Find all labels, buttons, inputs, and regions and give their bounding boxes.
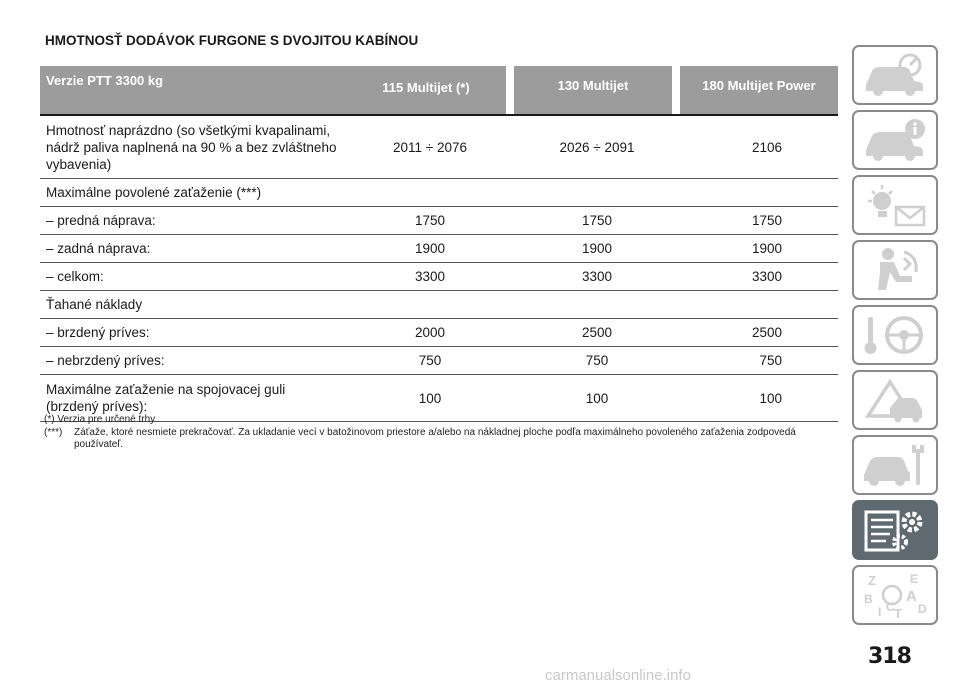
table-row (40, 347, 838, 375)
footnote (44, 427, 814, 452)
index-letter: C (886, 600, 895, 614)
table-header-row (40, 66, 838, 115)
row-value-130: 750 (514, 347, 680, 375)
tab-emergency[interactable] (852, 370, 938, 430)
footnote-mark: (***) (44, 426, 63, 438)
row-value-115 (346, 179, 514, 207)
table-row (40, 263, 838, 291)
footnotes (44, 414, 814, 452)
row-value-115: 3300 (346, 263, 514, 291)
row-label: – celkom: (40, 263, 346, 291)
technical-specs-gears-icon (860, 506, 930, 554)
header-gap (506, 66, 514, 115)
index-letter: I (878, 605, 882, 619)
table-row (40, 115, 838, 179)
tab-dashboard[interactable] (852, 45, 938, 105)
row-label: Ťahané náklady (40, 291, 346, 319)
row-value-130 (514, 291, 680, 319)
row-value-115: 100 (346, 375, 514, 422)
table-row (40, 319, 838, 347)
table-row (40, 291, 838, 319)
row-label: – brzdený príves: (40, 319, 346, 347)
row-value-180 (680, 291, 838, 319)
row-value-115: 1900 (346, 235, 514, 263)
row-value-130: 2026 ÷ 2091 (514, 115, 680, 179)
index-letter: Z (868, 573, 876, 588)
row-label: Hmotnosť naprázdno (so všetkými kvapalinami, nádrž paliva naplnená na 90 % a bez zvláštneho vybavenia) (40, 115, 346, 179)
page-title: HMOTNOSŤ DODÁVOK FURGONE S DVOJITOU KABÍNOU (45, 33, 419, 48)
index-letter: E (910, 572, 919, 586)
chapter-tabs (852, 45, 938, 630)
tab-warning-lights[interactable] (852, 175, 938, 235)
row-value-115: 2000 (346, 319, 514, 347)
tab-technical-specs[interactable] (852, 500, 938, 560)
row-value-115 (346, 291, 514, 319)
page-number: 318 (868, 644, 911, 669)
row-value-180: 100 (680, 375, 838, 422)
table-row (40, 179, 838, 207)
row-value-130: 2500 (514, 319, 680, 347)
steering-wheel-key-icon (860, 311, 930, 359)
row-value-180: 750 (680, 347, 838, 375)
row-label: – zadná náprava: (40, 235, 346, 263)
warning-light-message-icon (860, 181, 930, 229)
row-label: – predná náprava: (40, 207, 346, 235)
row-value-115: 750 (346, 347, 514, 375)
car-maintenance-tools-icon (860, 441, 930, 489)
tab-index[interactable] (852, 565, 938, 625)
row-value-180: 1750 (680, 207, 838, 235)
alphabetical-index-icon (860, 571, 930, 619)
tab-safety[interactable] (852, 240, 938, 300)
tab-info[interactable] (852, 110, 938, 170)
row-value-180: 2500 (680, 319, 838, 347)
watermark: carmanualsonline.info (545, 667, 691, 684)
row-value-130: 1750 (514, 207, 680, 235)
header-gap (672, 66, 680, 115)
table-row (40, 235, 838, 263)
row-label: Maximálne zaťaženie na spojovacej guli (brzdený príves): (40, 375, 346, 422)
car-dashboard-icon (860, 51, 930, 99)
row-value-180: 3300 (680, 263, 838, 291)
row-value-180: 1900 (680, 235, 838, 263)
header-130-multijet: 130 Multijet (514, 66, 672, 115)
index-letter: A (906, 588, 917, 605)
row-label: – nebrzdený príves: (40, 347, 346, 375)
index-letter: B (864, 592, 873, 606)
row-label: Maximálne povolené zaťaženie (***) (40, 179, 346, 207)
footnote-mark: (*) (44, 414, 55, 425)
row-value-115: 2011 ÷ 2076 (346, 115, 514, 179)
table-row (40, 207, 838, 235)
car-emergency-triangle-icon (860, 376, 930, 424)
row-value-180 (680, 179, 838, 207)
row-value-130 (514, 179, 680, 207)
footnote-text: Záťaže, ktoré nesmiete prekračovať. Za ukladanie vecí v batožinovom priestore a/alebo na nákladnej ploche podľa maximálneho povoleného zaťaženia zodpovedá používateľ. (74, 426, 796, 450)
index-letter: T (894, 606, 902, 619)
row-value-130: 1900 (514, 235, 680, 263)
tab-driving[interactable] (852, 305, 938, 365)
row-value-130: 100 (514, 375, 680, 422)
car-info-icon (860, 116, 930, 164)
header-180-multijet-power: 180 Multijet Power (680, 66, 838, 115)
footnote-text: Verzia pre určené trhy (57, 414, 156, 425)
row-value-130: 3300 (514, 263, 680, 291)
tab-maintenance[interactable] (852, 435, 938, 495)
row-value-180: 2106 (680, 115, 838, 179)
index-letter: D (918, 602, 927, 616)
footnote (44, 414, 814, 427)
row-value-115: 1750 (346, 207, 514, 235)
header-115-multijet: 115 Multijet (*) (346, 66, 506, 115)
airbag-passenger-icon (860, 246, 930, 294)
weights-table (40, 66, 838, 422)
header-version: Verzie PTT 3300 kg (40, 66, 346, 115)
